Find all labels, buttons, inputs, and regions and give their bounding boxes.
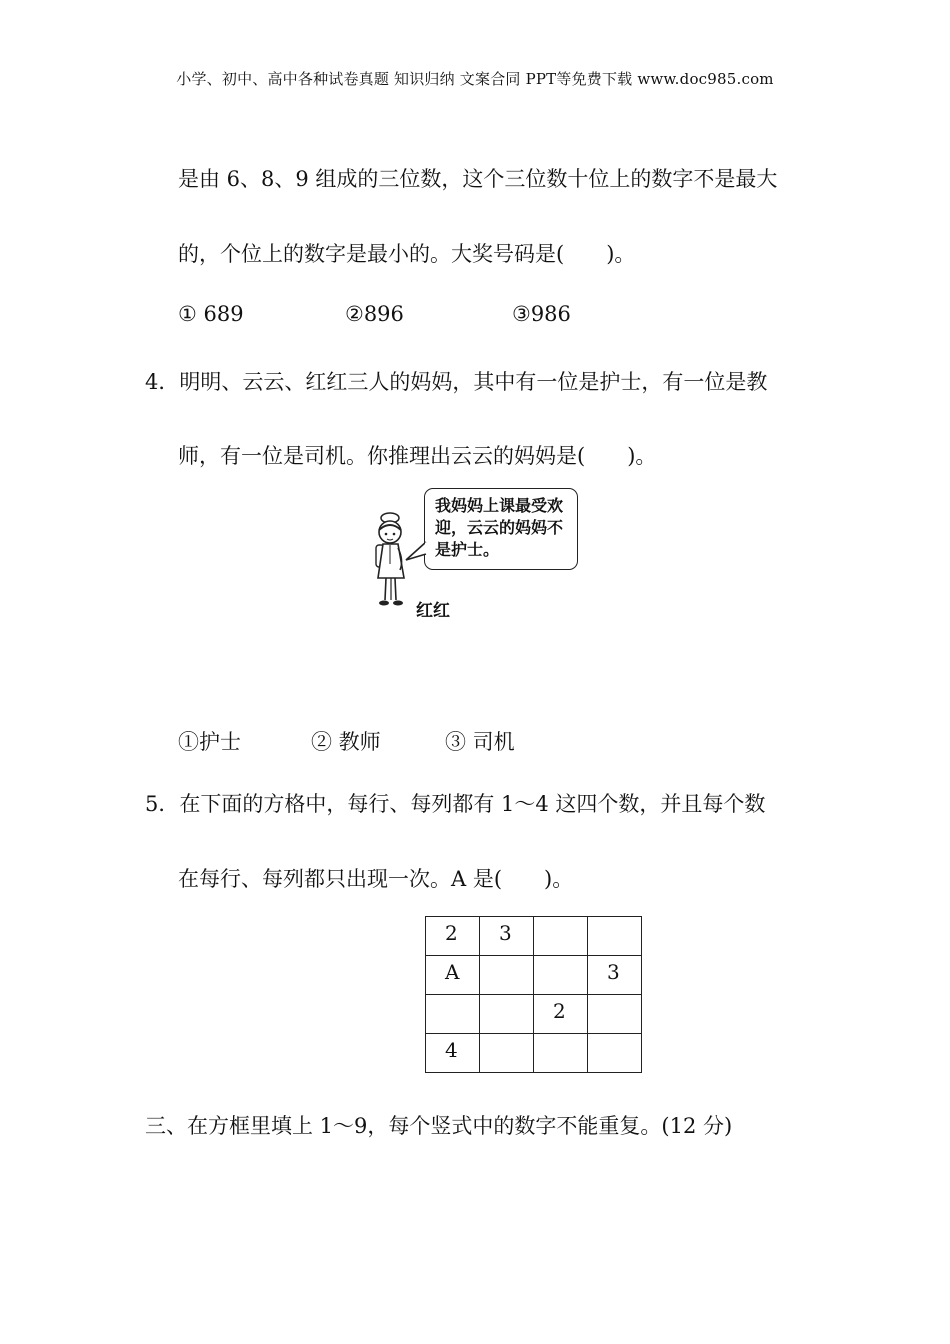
q5-line2: 在每行、每列都只出现一次。A 是( )。	[178, 867, 574, 891]
grid-cell-value: 2	[445, 921, 458, 945]
grid-cell	[426, 1034, 480, 1073]
grid-cell	[534, 1034, 588, 1073]
grid-cell	[534, 995, 588, 1034]
grid-row	[426, 1034, 642, 1073]
grid-cell	[426, 995, 480, 1034]
grid-cell	[480, 917, 534, 956]
grid-cell	[426, 917, 480, 956]
q4-line1: 4．明明、云云、红红三人的妈妈，其中有一位是护士，有一位是教	[145, 370, 768, 394]
grid-cell-value	[588, 917, 641, 921]
number-grid	[425, 916, 642, 1073]
grid-cell-value: 3	[607, 960, 620, 984]
grid-cell	[480, 995, 534, 1034]
q4-option-3: ③ 司机	[445, 730, 515, 754]
grid-cell	[588, 1034, 642, 1073]
grid-cell-value: 3	[499, 921, 512, 945]
grid-cell-value	[480, 956, 533, 960]
speech-bubble-tail	[404, 540, 428, 562]
speech-bubble-text: 我妈妈上课最受欢迎，云云的妈妈不是护士。	[435, 496, 564, 559]
grid-cell	[426, 956, 480, 995]
grid-cell-value: 4	[445, 1038, 458, 1062]
q3-option-2: ②896	[345, 302, 404, 326]
grid-cell-value: A	[445, 960, 460, 984]
grid-cell-value	[480, 1034, 533, 1038]
grid-cell-value	[534, 1034, 587, 1038]
grid-cell-value	[588, 1034, 641, 1038]
speech-bubble	[424, 488, 578, 570]
q3-line1: 是由 6、8、9 组成的三位数，这个三位数十位上的数字不是最大	[178, 167, 778, 191]
q4-line2: 师，有一位是司机。你推理出云云的妈妈是( )。	[178, 444, 657, 468]
grid-row	[426, 956, 642, 995]
grid-cell-value	[480, 995, 533, 999]
q3-option-3: ③986	[512, 302, 571, 326]
grid-row	[426, 917, 642, 956]
page-header: 小学、初中、高中各种试卷真题 知识归纳 文案合同 PPT等免费下载 www.doc985.com	[176, 70, 774, 88]
grid-cell-value	[588, 995, 641, 999]
section-3-title: 三、在方框里填上 1～9，每个竖式中的数字不能重复。(12 分)	[145, 1114, 733, 1138]
grid-cell-value	[426, 995, 479, 999]
grid-cell	[534, 956, 588, 995]
q3-option-1: ① 689	[178, 302, 244, 326]
grid-cell	[534, 917, 588, 956]
q3-line2: 的，个位上的数字是最小的。大奖号码是( )。	[178, 242, 636, 266]
grid-row	[426, 995, 642, 1034]
character-name-label: 红红	[416, 601, 450, 621]
grid-cell-value	[534, 956, 587, 960]
grid-cell-value	[534, 917, 587, 921]
grid-cell-value: 2	[553, 999, 566, 1023]
q5-line1: 5．在下面的方格中，每行、每列都有 1～4 这四个数，并且每个数	[145, 792, 766, 816]
grid-cell	[588, 995, 642, 1034]
q4-option-1: ①护士	[178, 730, 241, 754]
q4-option-2: ② 教师	[311, 730, 381, 754]
grid-cell	[588, 917, 642, 956]
grid-cell	[480, 956, 534, 995]
grid-cell	[480, 1034, 534, 1073]
grid-cell	[588, 956, 642, 995]
